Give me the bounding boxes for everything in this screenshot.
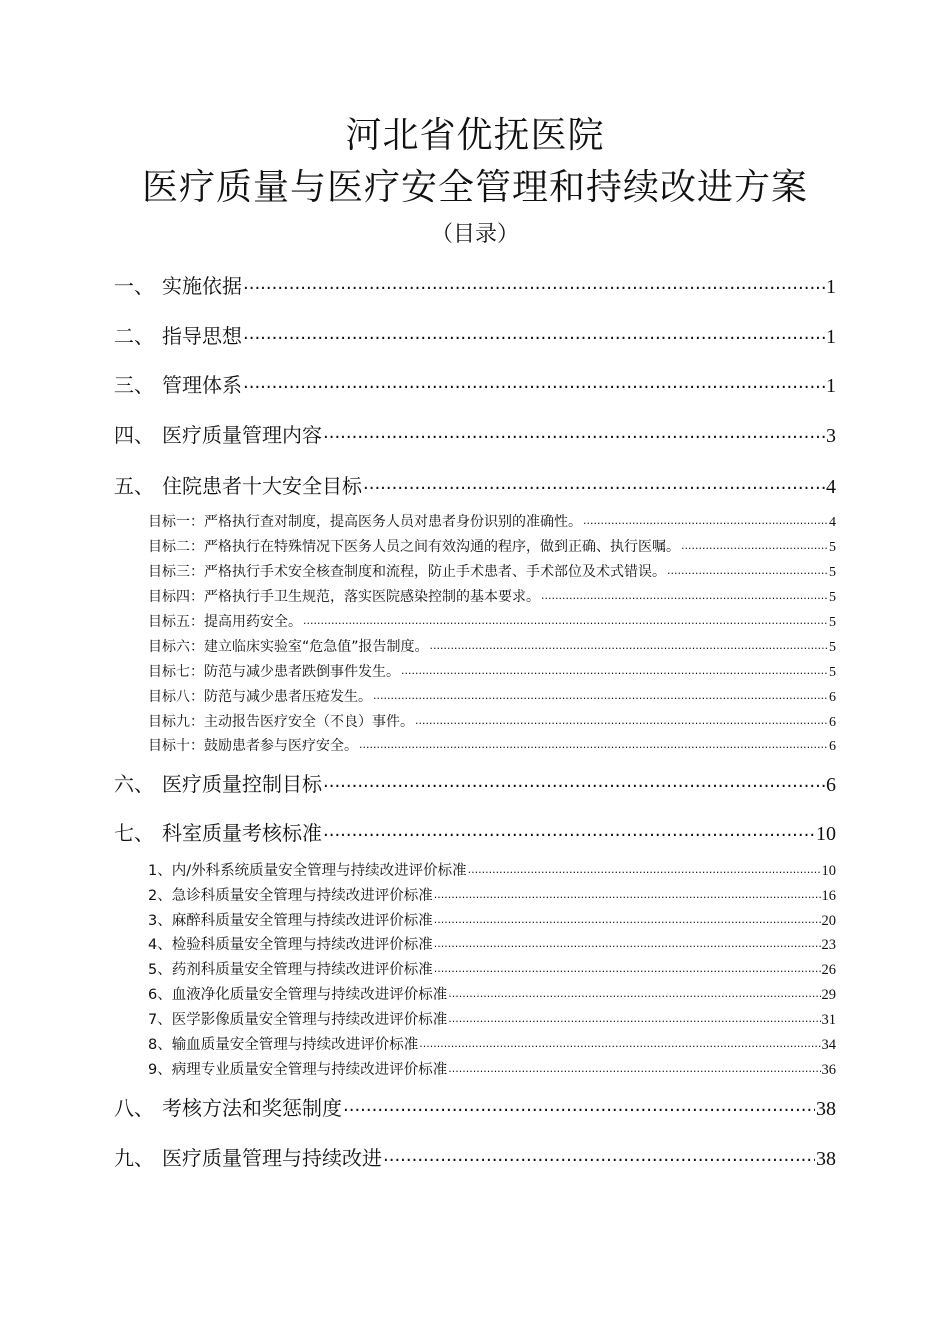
toc-entry-standard-1[interactable] <box>148 861 836 881</box>
toc-entry-number: 三、 <box>114 373 154 397</box>
toc-entry-number: 一、 <box>114 274 154 298</box>
toc-entry-label: 目标八：防范与减少患者压疮发生。 <box>148 689 372 705</box>
toc-entry-label: 4、检验科质量安全管理与持续改进评价标准 <box>148 937 433 953</box>
toc-entry-page: 1 <box>826 375 836 397</box>
toc-leader-dots <box>243 325 825 343</box>
toc-entry-page: 38 <box>816 1148 836 1170</box>
toc-entry-goal-7[interactable] <box>148 662 836 683</box>
toc-entry-page: 3 <box>826 425 836 447</box>
toc-leader-dots <box>541 590 828 601</box>
toc-entry-label: 目标三：严格执行手术安全核查制度和流程，防止手术患者、手术部位及术式错误。 <box>148 564 666 580</box>
toc-entry-page: 10 <box>816 823 836 845</box>
toc-entry-section-3[interactable] <box>114 371 836 400</box>
toc-leader-dots <box>468 864 821 875</box>
toc-entry-number: 五、 <box>114 474 154 498</box>
toc-entry-label: 目标十：鼓励患者参与医疗安全。 <box>148 738 358 754</box>
toc-leader-dots <box>681 540 828 551</box>
toc-leader-dots <box>383 1147 815 1165</box>
toc-entry-page: 16 <box>821 888 836 904</box>
toc-entry-page: 34 <box>821 1037 836 1053</box>
document-subtitle: （目录） <box>430 222 519 247</box>
toc-entry-standard-4[interactable] <box>148 935 836 955</box>
toc-entry-label: 目标一：严格执行查对制度，提高医务人员对患者身份识别的准确性。 <box>148 514 582 530</box>
toc-entry-standard-7[interactable] <box>148 1010 836 1030</box>
toc-entry-standard-6[interactable] <box>148 985 836 1005</box>
document-title-line1: 河北省优抚医院 <box>345 115 605 156</box>
toc-leader-dots <box>243 275 825 293</box>
toc-entry-goal-3[interactable] <box>148 562 836 583</box>
toc-entry-number: 六、 <box>114 772 154 796</box>
toc-entry-label: 目标九：主动报告医疗安全（不良）事件。 <box>148 714 414 730</box>
toc-entry-goal-6[interactable] <box>148 637 836 658</box>
toc-entry-page: 36 <box>821 1062 836 1078</box>
toc-leader-dots <box>448 988 820 999</box>
toc-leader-dots <box>434 938 821 949</box>
toc-leader-dots <box>448 1063 820 1074</box>
toc-entry-page: 26 <box>821 962 836 978</box>
toc-entry-section-4[interactable] <box>114 421 836 450</box>
toc-entry-page: 5 <box>829 640 836 655</box>
toc-entry-standard-3[interactable] <box>148 911 836 931</box>
toc-leader-dots <box>243 374 825 392</box>
toc-entry-standard-8[interactable] <box>148 1035 836 1055</box>
toc-leader-dots <box>434 889 821 900</box>
toc-entry-page: 31 <box>821 1012 836 1028</box>
toc-entry-goal-4[interactable] <box>148 587 836 608</box>
toc-entry-section-7[interactable] <box>114 819 836 848</box>
toc-entry-section-6[interactable] <box>114 770 836 799</box>
toc-leader-dots <box>415 715 828 726</box>
toc-entry-label: 7、医学影像质量安全管理与持续改进评价标准 <box>148 1012 448 1028</box>
toc-entry-page: 5 <box>829 540 836 555</box>
toc-leader-dots <box>323 822 815 840</box>
toc-leader-dots <box>434 963 821 974</box>
toc-entry-label: 目标五：提高用药安全。 <box>148 614 302 630</box>
toc-leader-dots <box>323 773 825 791</box>
toc-entry-goal-1[interactable] <box>148 512 836 533</box>
toc-entry-page: 1 <box>826 326 836 348</box>
toc-entry-number: 七、 <box>114 821 154 845</box>
toc-entry-section-1[interactable] <box>114 272 836 301</box>
toc-entry-page: 10 <box>821 863 836 879</box>
toc-entry-label: 8、输血质量安全管理与持续改进评价标准 <box>148 1037 419 1053</box>
toc-entry-number: 二、 <box>114 324 154 348</box>
toc-entry-label: 医疗质量管理内容 <box>162 423 322 447</box>
toc-entry-goal-9[interactable] <box>148 712 836 733</box>
toc-leader-dots <box>303 615 828 626</box>
toc-entry-label: 科室质量考核标准 <box>162 821 322 845</box>
toc-entry-section-2[interactable] <box>114 322 836 351</box>
toc-leader-dots <box>343 1097 815 1115</box>
toc-leader-dots <box>359 739 828 750</box>
toc-entry-label: 考核方法和奖惩制度 <box>162 1096 342 1120</box>
toc-entry-page: 29 <box>821 987 836 1003</box>
toc-entry-goal-2[interactable] <box>148 537 836 558</box>
toc-entry-section-9[interactable] <box>114 1144 836 1173</box>
toc-entry-label: 2、急诊科质量安全管理与持续改进评价标准 <box>148 888 433 904</box>
toc-entry-standard-9[interactable] <box>148 1060 836 1080</box>
toc-entry-page: 23 <box>821 937 836 953</box>
toc-entry-label: 1、内/外科系统质量安全管理与持续改进评价标准 <box>148 863 467 879</box>
toc-entry-label: 医疗质量管理与持续改进 <box>162 1146 382 1170</box>
document-title-line2: 医疗质量与医疗安全管理和持续改进方案 <box>141 167 808 208</box>
toc-entry-page: 5 <box>829 665 836 680</box>
toc-entry-label: 医疗质量控制目标 <box>162 772 322 796</box>
toc-entry-page: 20 <box>821 913 836 929</box>
toc-entry-label: 目标二：严格执行在特殊情况下医务人员之间有效沟通的程序，做到正确、执行医嘱。 <box>148 539 680 555</box>
toc-leader-dots <box>373 690 828 701</box>
toc-leader-dots <box>401 665 828 676</box>
toc-entry-number: 九、 <box>114 1146 154 1170</box>
toc-entry-goal-5[interactable] <box>148 612 836 633</box>
toc-entry-page: 38 <box>816 1098 836 1120</box>
toc-leader-dots <box>323 424 825 442</box>
toc-entry-label: 指导思想 <box>162 324 242 348</box>
toc-entry-label: 6、血液净化质量安全管理与持续改进评价标准 <box>148 987 448 1003</box>
toc-entry-label: 目标六：建立临床实验室“危急值”报告制度。 <box>148 639 429 655</box>
toc-entry-page: 6 <box>829 690 836 705</box>
toc-entry-page: 4 <box>829 515 836 530</box>
toc-entry-page: 5 <box>829 565 836 580</box>
toc-entry-label: 目标四：严格执行手卫生规范，落实医院感染控制的基本要求。 <box>148 589 540 605</box>
toc-entry-page: 6 <box>829 739 836 754</box>
toc-entry-label: 3、麻醉科质量安全管理与持续改进评价标准 <box>148 913 433 929</box>
toc-leader-dots <box>448 1013 820 1024</box>
toc-leader-dots <box>667 565 828 576</box>
toc-entry-number: 四、 <box>114 423 154 447</box>
toc-entry-label: 住院患者十大安全目标 <box>162 474 362 498</box>
toc-entry-page: 6 <box>826 774 836 796</box>
toc-leader-dots <box>430 640 828 651</box>
toc-leader-dots <box>583 515 828 526</box>
toc-entry-label: 管理体系 <box>162 373 242 397</box>
toc-entry-goal-10[interactable] <box>148 736 836 757</box>
toc-entry-label: 目标七：防范与减少患者跌倒事件发生。 <box>148 664 400 680</box>
toc-entry-page: 5 <box>829 615 836 630</box>
toc-entry-section-5[interactable] <box>114 472 836 501</box>
toc-entry-goal-8[interactable] <box>148 687 836 708</box>
toc-entry-label: 实施依据 <box>162 274 242 298</box>
toc-entry-label: 9、病理专业质量安全管理与持续改进评价标准 <box>148 1062 448 1078</box>
toc-entry-standard-2[interactable] <box>148 886 836 906</box>
toc-leader-dots <box>419 1038 820 1049</box>
toc-leader-dots <box>434 914 821 925</box>
toc-entry-page: 4 <box>826 476 836 498</box>
toc-entry-standard-5[interactable] <box>148 960 836 980</box>
toc-entry-label: 5、药剂科质量安全管理与持续改进评价标准 <box>148 962 433 978</box>
toc-entry-page: 5 <box>829 590 836 605</box>
toc-entry-number: 八、 <box>114 1096 154 1120</box>
toc-entry-section-8[interactable] <box>114 1094 836 1123</box>
toc-entry-page: 6 <box>829 715 836 730</box>
toc-leader-dots <box>363 475 825 493</box>
toc-entry-page: 1 <box>826 276 836 298</box>
